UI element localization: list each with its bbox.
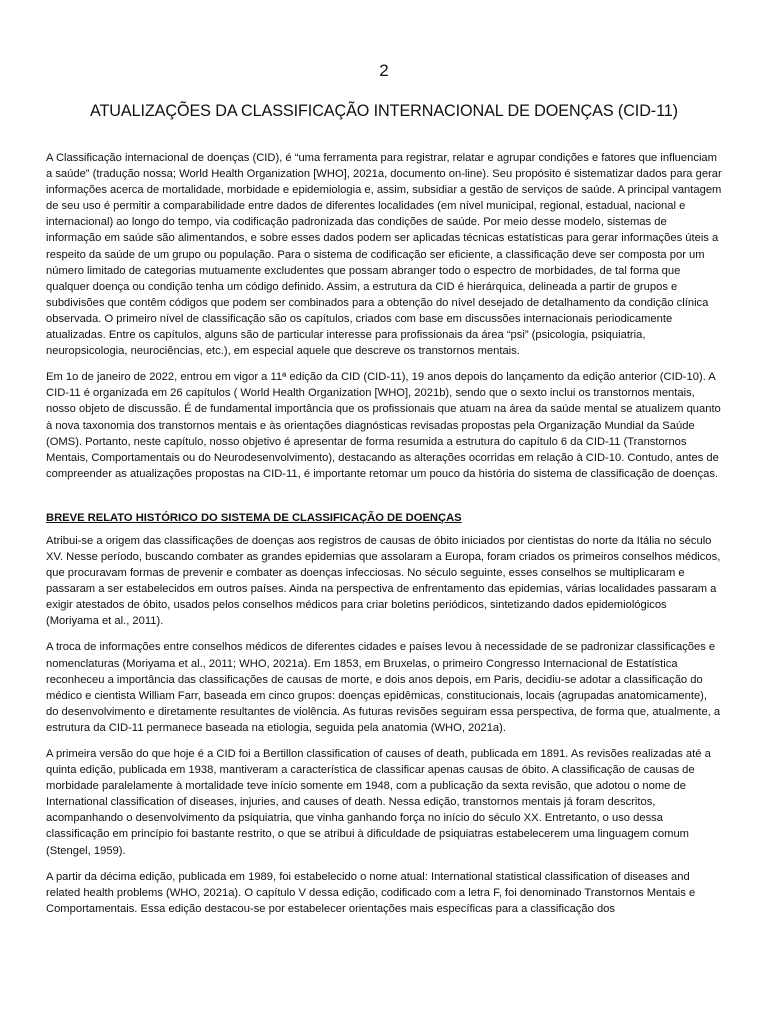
section-heading: BREVE RELATO HISTÓRICO DO SISTEMA DE CLASSIFICAÇÃO DE DOENÇAS <box>46 511 462 524</box>
history-section <box>46 510 722 917</box>
chapter-number: 2 <box>379 61 389 80</box>
paragraph: A Classificação internacional de doenças (CID), é “uma ferramenta para registrar, relatar e agrupar condições e fatores que influenciam a saúde” (tradução nossa; World Health Organization [WHO], 2021a, documento on-line). Seu propósito é sistematizar dados para gerar informações acerca de mortalidade, morbidade e epidemiologia e, assim, subsidiar a gestão de serviços de saúde. A principal vantagem de seu uso é permitir a comparabilidade entre dados de diferentes localidades (em nível municipal, regional, estadual, nacional e internacional) ao longo do tempo, via codificação padronizada das condições de saúde. Por meio desse modelo, sistemas de informação em saúde são alimentandos, e sobre esses dados podem ser aplicadas técnicas estatísticas para gerar informações úteis a respeito da saúde de um grupo ou população. Para o sistema de codificação ser eficiente, a classificação deve ser composta por um número limitado de categorias mutuamente excludentes que possam abranger todo o espectro de morbidades, de tal forma que qualquer doença ou condição tenha um código definido. Assim, a estrutura da CID é hierárquica, delineada a partir de grupos e subdivisões que contêm códigos que podem ser combinados para a obtenção do nível desejado de detalhamento da condição clínica observada. O primeiro nível de classificação são os capítulos, criados com base em discussões internacionais periodicamente atualizadas. Entre os capítulos, alguns são de particular interesse para profissionais da área “psi” (psicologia, psiquiatria, neuropsicologia, neurociências, etc.), em especial aquele que descreve os transtornos mentais. <box>46 152 722 358</box>
paragraph: A primeira versão do que hoje é a CID foi a Bertillon classification of causes of death, publicada em 1891. As revisões realizadas até a quinta edição, publicada em 1938, mantiveram a característica de classificar apenas causas de óbito. A classificação de causas de morbidade paralelamente à mortalidade teve início somente em 1948, com a publicação da sexta revisão, que adotou o nome de International classification of diseases, injuries, and causes of death. Nessa edição, transtornos mentais já foram descritos, acompanhando o desenvolvimento da psiquiatria, que vinha ganhando força no início do século XX. Entretanto, o uso dessa classificação em princípio foi bastante restrito, o que se atribui à dificuldade de psiquiatras estabelecerem uma linguagem comum (Stengel, 1959). <box>46 748 711 857</box>
paragraph: A troca de informações entre conselhos médicos de diferentes cidades e países levou à necessidade de se padronizar classificações e nomenclaturas (Moriyama et al., 2011; WHO, 2021a). Em 1853, em Bruxelas, o primeiro Congresso Internacional de Estatística reconheceu a importância das classificações de causas de morte, e dois anos depois, em Paris, decidiu-se adotar a classificação do médico e cientista William Farr, baseada em cinco grupos: doenças epidêmicas, constitucionais, locais (agrupadas anatomicamente), do desenvolvimento e diretamente resultantes de violência. As futuras revisões seguiram essa perspectiva, de forma que, atualmente, a estrutura da CID-11 permanece baseada na etiologia, seguida pela anatomia (WHO, 2021a). <box>46 641 721 734</box>
paragraph: A partir da décima edição, publicada em 1989, foi estabelecido o nome atual: International statistical classification of diseases and related health problems (WHO, 2021a). O capítulo V dessa edição, codificado com a letra F, foi denominado Transtornos Mentais e Comportamentais. Essa edição destacou-se por estabelecer orientações mais específicas para a classificação dos <box>46 870 696 915</box>
paragraph: Em 1o de janeiro de 2022, entrou em vigor a 11ª edição da CID (CID-11), 19 anos depois do lançamento da edição anterior (CID-10). A CID-11 é organizada em 26 capítulos ( World Health Organization [WHO], 2021b), sendo que o sexto inclui os transtornos mentais, nosso objeto de discussão. É de fundamental importância que os profissionais que atuam na área da saúde mental se atualizem quanto à nova taxonomia dos transtornos mentais e às orientações diagnósticas revisadas propostas pela Organização Mundial da Saúde (OMS). Portanto, neste capítulo, nosso objetivo é apresentar de forma resumida a estrutura do capítulo 6 da CID-11 (Transtornos Mentais, Comportamentais ou do Neurodesenvolvimento), destacando as alterações ocorridas em relação à CID-10. Contudo, antes de compreender as atualizações propostas na CID-11, é importante retomar um pouco da história do sistema de classificação de doenças. <box>46 371 721 480</box>
intro-section <box>46 150 722 482</box>
chapter-title: ATUALIZAÇÕES DA CLASSIFICAÇÃO INTERNACIONAL DE DOENÇAS (CID-11) <box>90 102 678 120</box>
paragraph: Atribui-se a origem das classificações de doenças aos registros de causas de óbito iniciados por cientistas do norte da Itália no século XV. Nesse período, buscando combater as grandes epidemias que assolaram a Europa, foram criados os primeiros conselhos médicos, que procuravam formas de prevenir e combater as doenças infecciosas. No século seguinte, esses conselhos se multiplicaram e passaram a ser estabelecidos em outros países. Ainda na perspectiva de enfrentamento das epidemias, várias localidades passaram a exigir atestados de óbito, usados pelos conselhos médicos para criar boletins periódicos, sintetizando dados epidemiológicos (Moriyama et al., 2011). <box>46 534 721 628</box>
